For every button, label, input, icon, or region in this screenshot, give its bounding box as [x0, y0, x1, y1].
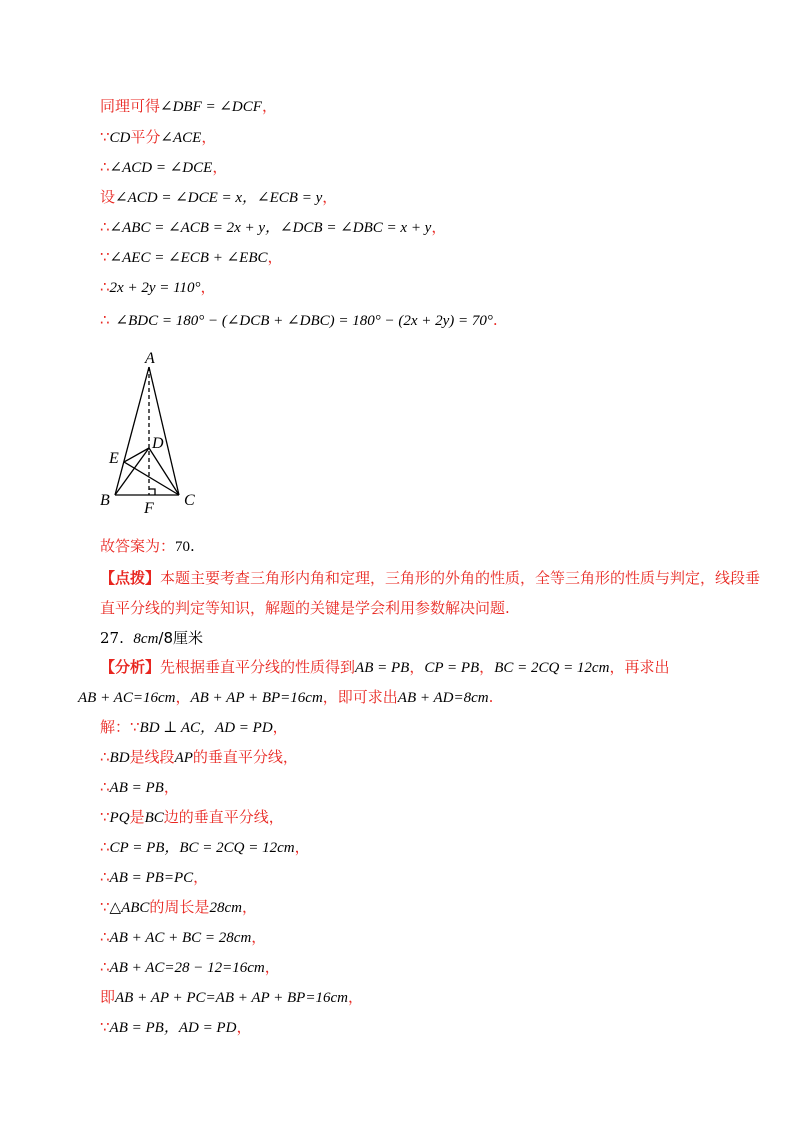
solution-line-1	[100, 717, 288, 738]
therefore-symbol: ∴	[100, 218, 110, 236]
line-tail: ，	[347, 988, 363, 1006]
line-tail: ，	[431, 218, 447, 236]
therefore-symbol: ∴	[100, 778, 110, 796]
math-expression: BD	[109, 750, 130, 766]
solution-line-2	[100, 747, 298, 768]
segment-ec	[124, 462, 179, 495]
solution-line-10	[100, 987, 363, 1008]
analysis-end: .	[488, 688, 494, 706]
math-expression: PQ	[109, 810, 130, 826]
analysis-line-1: 【分析】先根据垂直平分线的性质得到AB = PB，CP = PB，BC = 2CQ = 12cm，再求出	[100, 658, 670, 676]
answer-line	[100, 536, 195, 557]
line-tail: ，	[322, 188, 338, 206]
math-expression: BD ⊥ AC，AD = PD	[139, 720, 273, 736]
math-expression: BC = 2CQ = 12cm	[494, 660, 610, 676]
math-expression: AB + AC + BC = 28cm	[109, 930, 252, 946]
line-tail: ，	[261, 97, 277, 115]
math-expression: ∠ACD = ∠DCE	[109, 160, 213, 176]
solution-line-7	[100, 897, 257, 918]
math-expression: AB + AC=28 − 12=16cm	[109, 960, 265, 976]
line-tail: ，	[200, 278, 216, 296]
question-number: 27.	[100, 629, 124, 647]
therefore-symbol: ∴	[100, 311, 110, 329]
question-27-answer	[100, 628, 203, 649]
therefore-symbol: ∴	[100, 838, 110, 856]
comment-text: 本题主要考查三角形内角和定理，三角形的外角的性质，全等三角形的性质与判定，线段垂	[160, 569, 761, 587]
answer-text: /8厘米	[158, 629, 204, 647]
math-expression: 2x + 2y = 110°	[109, 280, 201, 296]
math-expression: AB = PB	[109, 780, 164, 796]
math-expression: △ABC	[109, 900, 150, 916]
analysis-text: 先根据垂直平分线的性质得到	[160, 658, 356, 676]
line-tail: ，	[282, 748, 298, 766]
solution-line-6	[100, 867, 208, 888]
comment-line-2	[100, 598, 510, 618]
analysis-line-2: AB + AC=16cm，AB + AP + BP=16cm，即可求出AB + AD=8cm.	[78, 688, 494, 706]
solution-line-8	[100, 927, 266, 948]
therefore-symbol: ∴	[100, 868, 110, 886]
label-e: E	[109, 450, 119, 467]
because-symbol: ∵	[100, 128, 110, 146]
label-b: B	[100, 492, 110, 509]
math-expression: AP	[174, 750, 193, 766]
line-tail: ，	[268, 808, 284, 826]
math-expression: AB + AD=8cm	[397, 690, 489, 706]
derivation-line-2	[100, 127, 216, 148]
derivation-line-7	[100, 277, 216, 298]
comment-tag: 【点拨】	[100, 569, 161, 587]
derivation-line-4	[100, 187, 337, 208]
line-text: 是线段	[129, 748, 175, 766]
line-prefix: 同理可得	[100, 97, 161, 115]
math-expression: AB + AC=16cm	[78, 690, 176, 706]
answer-value: 70	[175, 539, 191, 555]
line-text: 平分	[130, 128, 161, 146]
solution-line-11	[100, 1017, 251, 1038]
line-tail: ，	[201, 128, 217, 146]
line-tail: ，	[163, 778, 179, 796]
segment-ab	[115, 367, 149, 495]
because-symbol: ∵	[100, 248, 110, 266]
therefore-symbol: ∴	[100, 958, 110, 976]
triangle-figure	[90, 345, 220, 515]
math-expression: CP = PB	[424, 660, 480, 676]
answer-label: 故答案为：	[100, 537, 176, 555]
derivation-line-8	[100, 310, 498, 331]
line-text: 的垂直平分线	[192, 748, 283, 766]
therefore-symbol: ∴	[100, 158, 110, 176]
label-a: A	[145, 350, 155, 367]
right-angle-mark	[149, 489, 155, 495]
line-tail: .	[492, 311, 498, 329]
line-prefix: 即	[100, 988, 116, 1006]
solution-line-3	[100, 777, 179, 798]
analysis-tag: 【分析】	[100, 658, 161, 676]
derivation-line-5	[100, 217, 446, 238]
solution-prefix: 解：∵	[100, 718, 140, 736]
math-expression: AB = PB	[355, 660, 410, 676]
math-expression: AB + AP + BP=16cm	[190, 690, 323, 706]
math-expression: CD	[109, 130, 131, 146]
because-symbol: ∵	[100, 898, 110, 916]
therefore-symbol: ∴	[100, 748, 110, 766]
math-expression: ∠ACE	[160, 130, 202, 146]
analysis-text: ，即可求出	[322, 688, 398, 706]
line-tail: ，	[267, 248, 283, 266]
math-expression: 28cm	[209, 900, 242, 916]
math-expression: AB + AP + PC=AB + AP + BP=16cm	[115, 990, 348, 1006]
therefore-symbol: ∴	[100, 928, 110, 946]
analysis-text: ，再求出	[609, 658, 670, 676]
comment-line-1	[100, 568, 760, 588]
comment-text: 直平分线的判定等知识，解题的关键是学会利用参数解决问题.	[100, 599, 510, 617]
line-tail: ，	[264, 958, 280, 976]
answer-tail: .	[190, 537, 195, 555]
math-expression: ∠ACD = ∠DCE = x，∠ECB = y	[115, 190, 323, 206]
segment-dc	[149, 448, 179, 495]
because-symbol: ∵	[100, 1018, 110, 1036]
line-tail: ，	[251, 928, 267, 946]
math-expression: ∠ABC = ∠ACB = 2x + y，∠DCB = ∠DBC = x + y	[109, 220, 432, 236]
derivation-line-3	[100, 157, 227, 178]
math-expression: ∠DBF = ∠DCF	[160, 99, 262, 115]
line-tail: ，	[212, 158, 228, 176]
line-tail: ，	[241, 898, 257, 916]
derivation-line-1	[100, 96, 277, 117]
label-d: D	[152, 435, 164, 452]
math-expression: AB = PB=PC	[109, 870, 194, 886]
answer-math: 8cm	[133, 631, 159, 647]
solution-line-5	[100, 837, 310, 858]
math-expression: AB = PB，AD = PD	[109, 1020, 237, 1036]
because-symbol: ∵	[100, 808, 110, 826]
label-f: F	[144, 500, 154, 515]
line-text: 是	[129, 808, 145, 826]
line-text: 边的垂直平分线	[163, 808, 269, 826]
line-tail: ，	[193, 868, 209, 886]
math-expression: ∠AEC = ∠ECB + ∠EBC	[109, 250, 268, 266]
line-prefix: 设	[100, 188, 116, 206]
math-expression: ∠BDC = 180° − (∠DCB + ∠DBC) = 180° − (2x + 2y) = 70°	[115, 313, 493, 329]
solution-line-4	[100, 807, 284, 828]
math-expression: CP = PB，BC = 2CQ = 12cm	[109, 840, 295, 856]
segment-bd	[115, 448, 149, 495]
solution-line-9	[100, 957, 280, 978]
line-tail: ，	[294, 838, 310, 856]
label-c: C	[184, 492, 195, 509]
segment-ac	[149, 367, 179, 495]
line-text: 的周长是	[149, 898, 210, 916]
line-tail: ，	[236, 1018, 252, 1036]
math-expression: BC	[144, 810, 164, 826]
therefore-symbol: ∴	[100, 278, 110, 296]
derivation-line-6	[100, 247, 283, 268]
line-tail: ，	[272, 718, 288, 736]
segment-ed	[124, 448, 149, 462]
